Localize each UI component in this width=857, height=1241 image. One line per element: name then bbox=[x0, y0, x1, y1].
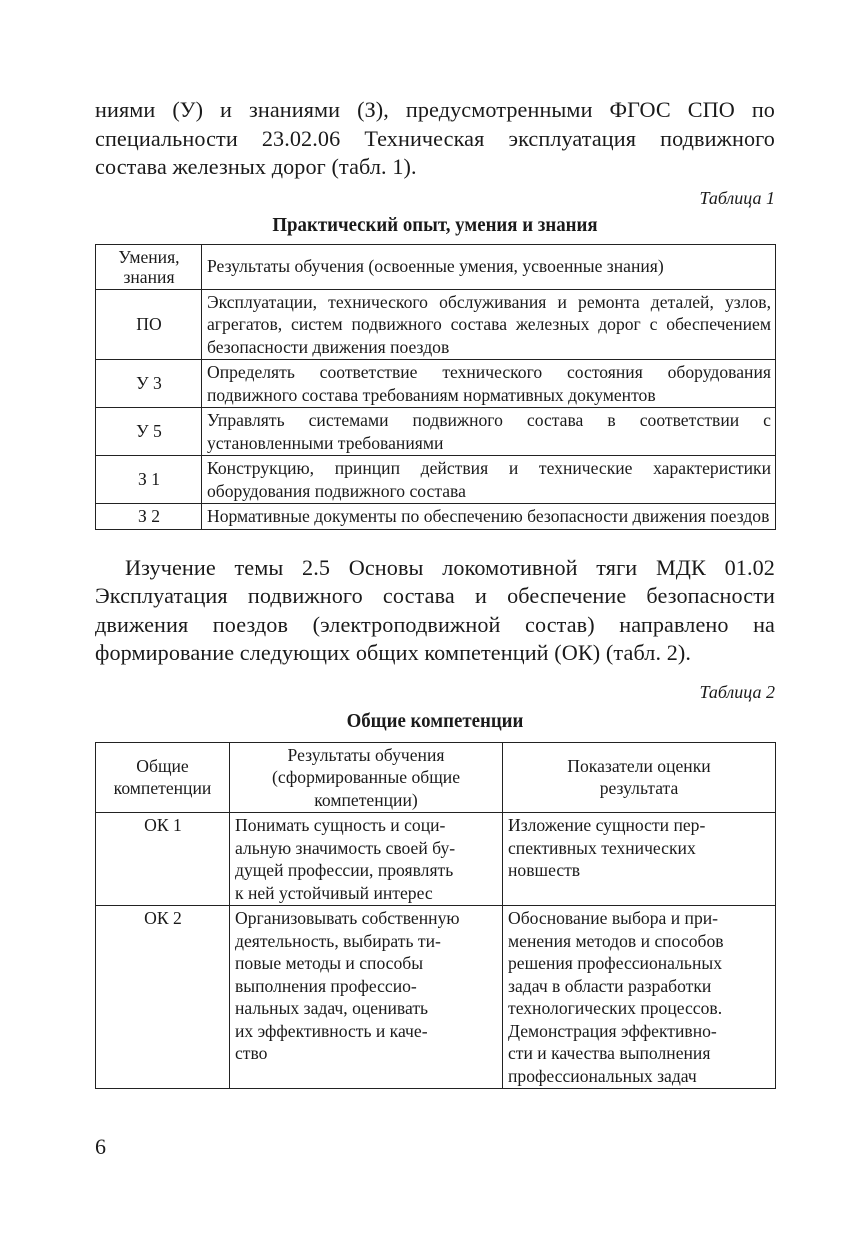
header-text: компетенции bbox=[113, 778, 212, 799]
header-text: Результаты обучения bbox=[287, 744, 445, 765]
intro-line: состава железных дорог (табл. 1). bbox=[95, 154, 417, 179]
row-code: ОК 2 bbox=[96, 906, 230, 1089]
row-code: ПО bbox=[96, 289, 202, 360]
cell-line: Демонстрация эффективно- bbox=[508, 1020, 717, 1041]
table1-header-row bbox=[96, 244, 776, 289]
table-row bbox=[96, 456, 776, 504]
row-code: У 5 bbox=[96, 408, 202, 456]
header-text: знания bbox=[123, 266, 175, 287]
cell-line: задач в области разработки bbox=[508, 975, 712, 996]
cell-line: решения профессиональных bbox=[508, 953, 722, 973]
table-row bbox=[96, 906, 776, 1089]
row-text: Эксплуатации, технического обслуживания и ремонта деталей, узлов, агрегатов, систем подвижного состава железных дорог с обеспечением безопасности движения поездов bbox=[202, 289, 776, 360]
cell-line: Понимать сущность и соци- bbox=[235, 815, 446, 835]
cell-line: Обоснование выбора и при- bbox=[508, 908, 719, 928]
cell-line: деятельность, выбирать ти- bbox=[235, 930, 441, 951]
cell-line: менения методов и способов bbox=[508, 930, 724, 951]
table1-header-code bbox=[96, 244, 202, 289]
cell-line: дущей профессии, проявлять bbox=[235, 860, 454, 880]
intro-line: ниями (У) и знаниями (З), предусмотренными ФГОС СПО по bbox=[95, 97, 775, 122]
cell-line: спективных технических bbox=[508, 837, 696, 858]
row-code: З 1 bbox=[96, 456, 202, 504]
table2-header-indicators bbox=[503, 742, 776, 813]
cell-line: новшеств bbox=[508, 860, 581, 880]
table1-header-result: Результаты обучения (освоенные умения, усвоенные знания) bbox=[202, 244, 776, 289]
cell-line: Организовывать собственную bbox=[235, 908, 460, 928]
row-code: У 3 bbox=[96, 360, 202, 408]
intro-paragraph bbox=[95, 96, 775, 182]
header-text: результата bbox=[599, 778, 679, 798]
table2-label: Таблица 2 bbox=[699, 681, 775, 702]
table1-title: Практический опыт, умения и знания bbox=[272, 213, 598, 236]
header-text: компетенции) bbox=[314, 789, 418, 810]
middle-paragraph: Изучение темы 2.5 Основы локомотивной тяги МДК 01.02 Эксплуатация подвижного состава и обеспечение безопасности движения поездов (электроподвижной состав) направлено на формирование следующих общих компетенций (ОК) (табл. 2). bbox=[95, 554, 775, 665]
table1-skills-knowledge bbox=[95, 244, 776, 530]
header-text: (сформированные общие bbox=[271, 767, 461, 787]
header-text: Показатели оценки bbox=[567, 755, 711, 776]
table2-header-row bbox=[96, 742, 776, 813]
cell-line: нальных задач, оценивать bbox=[235, 998, 429, 1018]
table-row bbox=[96, 504, 776, 530]
row-indicators bbox=[503, 906, 776, 1089]
cell-line: к ней устойчивый интерес bbox=[235, 882, 433, 903]
cell-line: профессиональных задач bbox=[508, 1065, 697, 1086]
cell-line: повые методы и способы bbox=[235, 953, 424, 973]
row-text: Конструкцию, принцип действия и технические характеристики оборудования подвижного состава bbox=[202, 456, 776, 504]
table-row bbox=[96, 289, 776, 360]
row-code: З 2 bbox=[96, 504, 202, 530]
row-result bbox=[230, 813, 503, 906]
cell-line: их эффективность и каче- bbox=[235, 1020, 428, 1041]
cell-line: технологических процессов. bbox=[508, 998, 723, 1018]
header-text: Умения, bbox=[118, 246, 180, 267]
table2-header-result bbox=[230, 742, 503, 813]
table-row bbox=[96, 813, 776, 906]
table2-title: Общие компетенции bbox=[346, 709, 524, 732]
cell-line: альную значимость своей бу- bbox=[235, 837, 456, 858]
header-text: Общие bbox=[136, 755, 189, 776]
page-number: 6 bbox=[95, 1134, 106, 1159]
table1-label: Таблица 1 bbox=[699, 187, 775, 208]
table-row bbox=[96, 408, 776, 456]
row-text: Нормативные документы по обеспечению безопасности движения поездов bbox=[202, 504, 776, 530]
cell-line: выполнения профессио- bbox=[235, 975, 417, 996]
cell-line: ство bbox=[235, 1043, 268, 1063]
table2-header-competence bbox=[96, 742, 230, 813]
table2-general-competences bbox=[95, 742, 776, 1090]
cell-line: сти и качества выполнения bbox=[508, 1043, 711, 1063]
row-indicators bbox=[503, 813, 776, 906]
intro-line: специальности 23.02.06 Техническая эксплуатация подвижного bbox=[95, 125, 775, 151]
table-row bbox=[96, 360, 776, 408]
row-code: ОК 1 bbox=[96, 813, 230, 906]
cell-line: Изложение сущности пер- bbox=[508, 815, 706, 835]
page-content bbox=[95, 96, 775, 1089]
row-text: Определять соответствие технического состояния оборудования подвижного состава требованиям нормативных документов bbox=[202, 360, 776, 408]
row-text: Управлять системами подвижного состава в соответствии с установленными требованиями bbox=[202, 408, 776, 456]
row-result bbox=[230, 906, 503, 1089]
